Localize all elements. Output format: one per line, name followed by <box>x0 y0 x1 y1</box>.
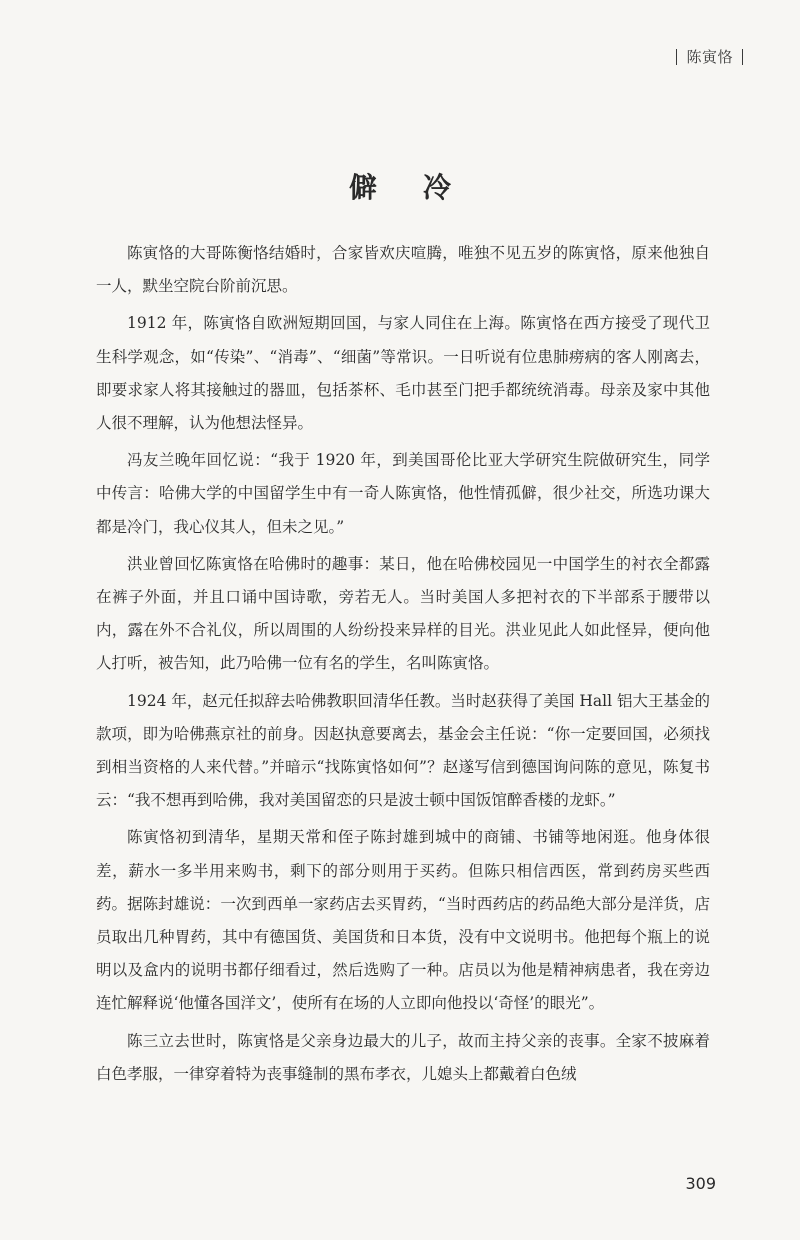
article-body <box>96 237 710 1095</box>
paragraph: 陈三立去世时，陈寅恪是父亲身边最大的儿子，故而主持父亲的丧事。全家不披麻着白色孝服，一律穿着特为丧事缝制的黑布孝衣，儿媳头上都戴着白色绒 <box>96 1031 710 1083</box>
paragraph: 1912 年，陈寅恪自欧洲短期回国，与家人同住在上海。陈寅恪在西方接受了现代卫生科学观念，如“传染”、“消毒”、“细菌”等常识。一日听说有位患肺痨病的客人刚离去，即要求家人将其接触过的器皿，包括茶杯、毛巾甚至门把手都统统消毒。母亲及家中其他人很不理解，认为他想法怪异。 <box>96 314 710 433</box>
header-divider-right <box>742 49 743 65</box>
paragraph: 陈寅恪的大哥陈衡恪结婚时，合家皆欢庆喧腾，唯独不见五岁的陈寅恪，原来他独自一人，默坐空院台阶前沉思。 <box>96 244 710 296</box>
running-title: 陈寅恪 <box>686 48 733 66</box>
paragraph: 陈寅恪初到清华，星期天常和侄子陈封雄到城中的商铺、书铺等地闲逛。他身体很差，薪水一多半用来购书，剩下的部分则用于买药。但陈只相信西医，常到药房买些西药。据陈封雄说：一次到西单一家药店去买胃药，“当时西药店的药品绝大部分是洋货，店员取出几种胃药，其中有德国货、美国货和日本货，没有中文说明书。他把每个瓶上的说明以及盒内的说明书都仔细看过，然后选购了一种。店员以为他是精神病患者，我在旁边连忙解释说‘他懂各国洋文’，使所有在场的人立即向他投以‘奇怪’的眼光”。 <box>96 828 710 1013</box>
header-divider-left <box>676 49 677 65</box>
running-header <box>667 46 752 67</box>
paragraph: 洪业曾回忆陈寅恪在哈佛时的趣事：某日，他在哈佛校园见一中国学生的衬衣全都露在裤子外面，并且口诵中国诗歌，旁若无人。当时美国人多把衬衣的下半部系于腰带以内，露在外不合礼仪，所以周围的人纷纷投来异样的目光。洪业见此人如此怪异，便向他人打听，被告知，此乃哈佛一位有名的学生，名叫陈寅恪。 <box>96 554 710 673</box>
chapter-title: 僻 冷 <box>349 171 469 204</box>
page-number: 309 <box>685 1174 716 1193</box>
paragraph: 1924 年，赵元任拟辞去哈佛教职回清华任教。当时赵获得了美国 Hall 铝大王基金的款项，即为哈佛燕京社的前身。因赵执意要离去，基金会主任说：“你一定要回国，必须找到相当资格的人来代替。”并暗示“找陈寅恪如何”？赵遂写信到德国询问陈的意见，陈复书云：“我不想再到哈佛，我对美国留恋的只是波士顿中国饭馆醉香楼的龙虾。” <box>96 691 710 810</box>
paragraph: 冯友兰晚年回忆说：“我于 1920 年，到美国哥伦比亚大学研究生院做研究生，同学中传言：哈佛大学的中国留学生中有一奇人陈寅恪，他性情孤僻，很少社交，所选功课大都是冷门，我心仪其人，但未之见。” <box>96 451 710 536</box>
